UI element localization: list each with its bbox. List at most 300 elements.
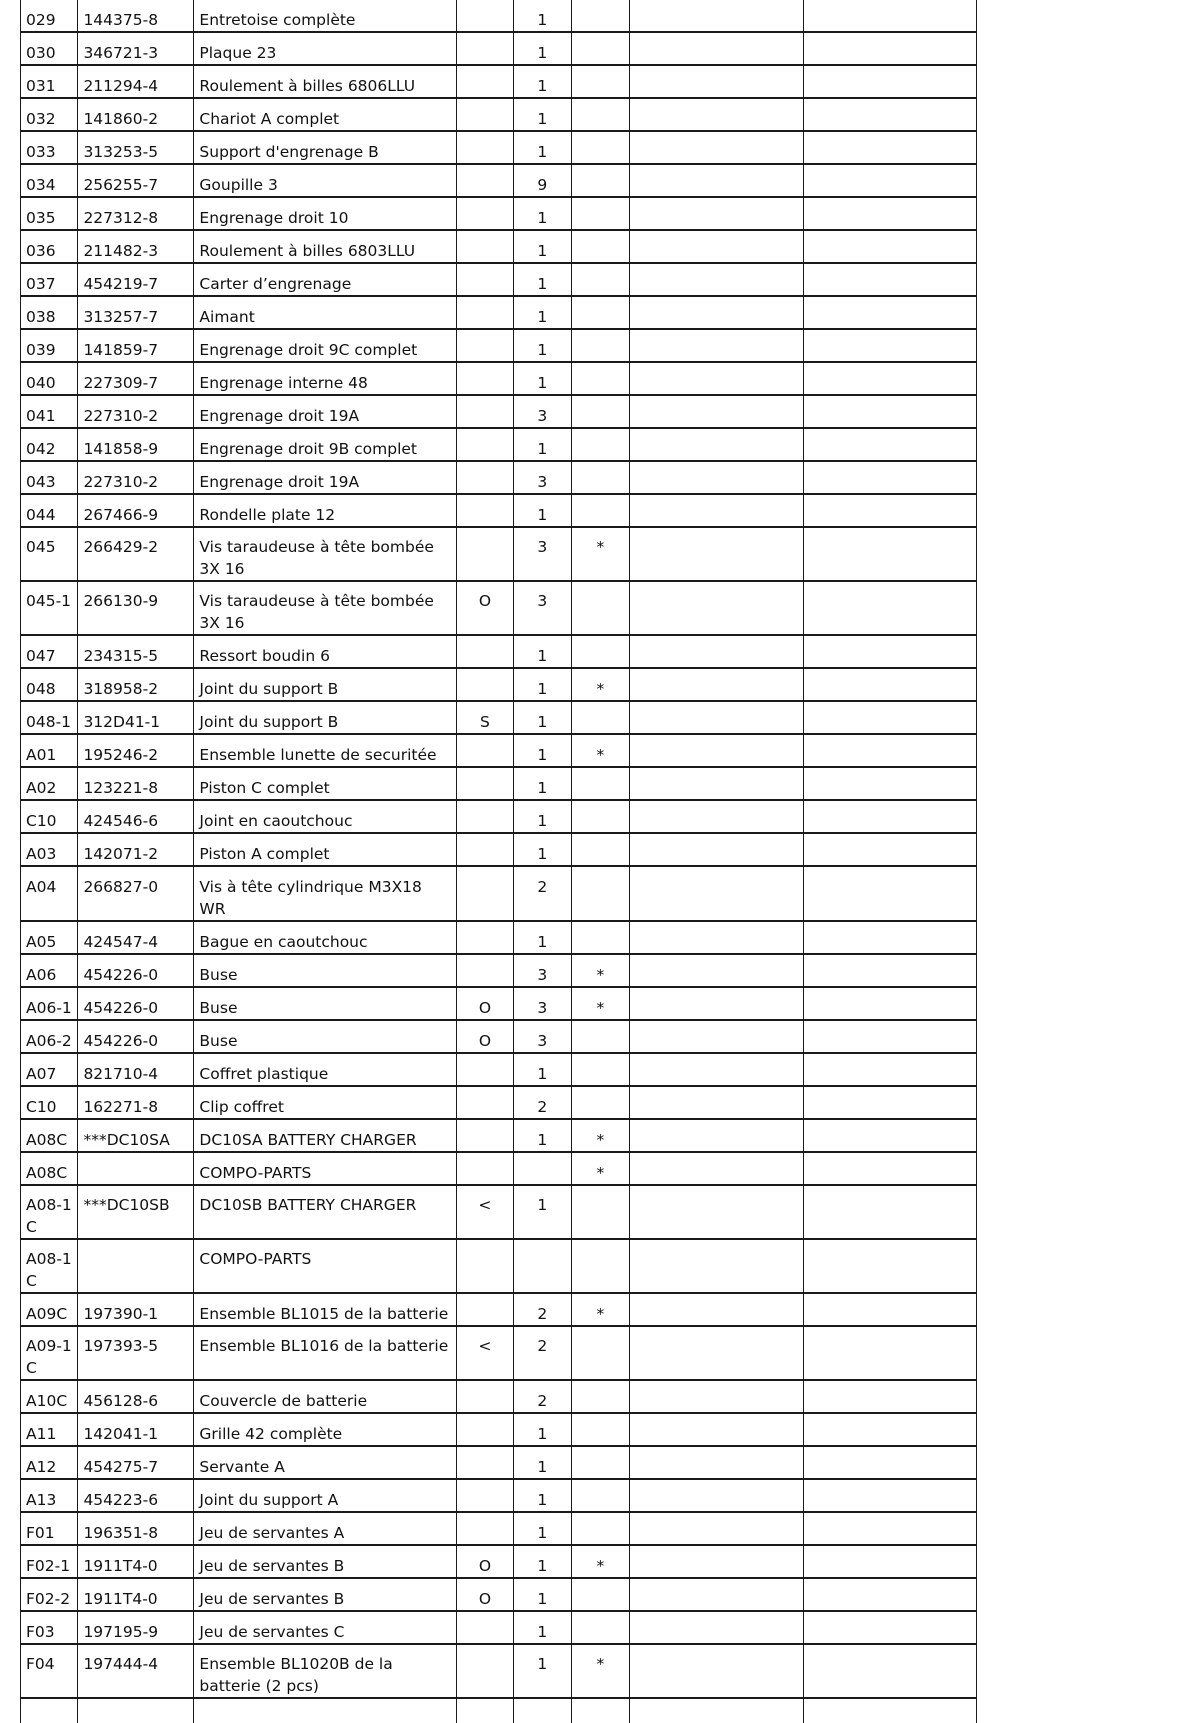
blank-cell-1 [630,1545,803,1578]
description-cell: Aimant [194,296,456,329]
note-mark-cell [456,197,513,230]
description-cell: Grille 42 complète [194,1413,456,1446]
star-mark-cell [571,1413,630,1446]
description-cell: Goupille 3 [194,164,456,197]
blank-cell-2 [803,527,976,581]
star-mark-cell [571,428,630,461]
table-row [21,362,977,395]
blank-cell-1 [630,1020,803,1053]
part-code-cell: 454219-7 [78,263,194,296]
note-mark-cell [456,1644,513,1698]
blank-cell-1 [630,1053,803,1086]
table-row [21,833,977,866]
note-mark-cell [456,131,513,164]
table-row [21,1611,977,1644]
description-cell: DC10SA BATTERY CHARGER [194,1119,456,1152]
description-cell: Ressort boudin 6 [194,635,456,668]
table-row [21,1152,977,1185]
table-row [21,1053,977,1086]
description-cell: Engrenage droit 9B complet [194,428,456,461]
blank-cell-2 [803,635,976,668]
blank-cell-1 [630,921,803,954]
blank-cell-1 [630,866,803,921]
description-cell: Vis taraudeuse à tête bombée 3X 16 [194,527,456,581]
star-mark-cell [571,1326,630,1380]
note-mark-cell [456,954,513,987]
description-cell: Jeu de servantes A [194,1512,456,1545]
description-cell: Clip coffret [194,1086,456,1119]
part-code-cell: 266827-0 [78,866,194,921]
blank-cell-1 [630,767,803,800]
star-mark-cell: * [571,987,630,1020]
item-number-cell: A04 [21,866,78,921]
item-number-cell: A06 [21,954,78,987]
item-number-cell: A12 [21,1446,78,1479]
item-number-cell: 036 [21,230,78,263]
table-row [21,1020,977,1053]
item-number-cell: 041 [21,395,78,428]
empty-cell [194,1698,456,1723]
star-mark-cell [571,921,630,954]
blank-cell-1 [630,1119,803,1152]
blank-cell-2 [803,1446,976,1479]
note-mark-cell [456,0,513,32]
blank-cell-1 [630,1446,803,1479]
item-number-cell: 043 [21,461,78,494]
blank-cell-1 [630,230,803,263]
blank-cell-2 [803,1413,976,1446]
blank-cell-1 [630,1185,803,1239]
table-row [21,1326,977,1380]
star-mark-cell: * [571,954,630,987]
item-number-cell: A13 [21,1479,78,1512]
description-cell: Buse [194,987,456,1020]
note-mark-cell [456,866,513,921]
table-row [21,866,977,921]
blank-cell-1 [630,734,803,767]
quantity-cell: 2 [514,1380,571,1413]
blank-cell-2 [803,701,976,734]
item-number-cell: 048-1 [21,701,78,734]
part-code-cell: 456128-6 [78,1380,194,1413]
blank-cell-2 [803,263,976,296]
blank-cell-1 [630,296,803,329]
note-mark-cell [456,1293,513,1326]
star-mark-cell [571,1578,630,1611]
part-code-cell: 211482-3 [78,230,194,263]
blank-cell-2 [803,1185,976,1239]
quantity-cell: 1 [514,1644,571,1698]
item-number-cell: 048 [21,668,78,701]
table-row [21,1644,977,1698]
quantity-cell: 1 [514,767,571,800]
description-cell: Joint en caoutchouc [194,800,456,833]
note-mark-cell: < [456,1185,513,1239]
empty-cell [514,1698,571,1723]
blank-cell-2 [803,921,976,954]
quantity-cell: 1 [514,1446,571,1479]
item-number-cell: 035 [21,197,78,230]
item-number-cell: F01 [21,1512,78,1545]
blank-cell-2 [803,164,976,197]
blank-cell-2 [803,0,976,32]
blank-cell-2 [803,1326,976,1380]
item-number-cell: 037 [21,263,78,296]
quantity-cell: 1 [514,800,571,833]
part-code-cell: 141859-7 [78,329,194,362]
description-cell: Joint du support B [194,701,456,734]
blank-cell-2 [803,1578,976,1611]
note-mark-cell [456,32,513,65]
description-cell: Ensemble lunette de securitée [194,734,456,767]
parts-table-body [21,0,977,1723]
blank-cell-2 [803,1152,976,1185]
blank-cell-2 [803,362,976,395]
quantity-cell: 1 [514,1545,571,1578]
parts-table [20,0,977,1723]
item-number-cell: A06-2 [21,1020,78,1053]
description-cell: Joint du support B [194,668,456,701]
star-mark-cell [571,767,630,800]
quantity-cell: 3 [514,954,571,987]
table-row [21,296,977,329]
description-cell: Bague en caoutchouc [194,921,456,954]
table-row [21,1185,977,1239]
blank-cell-2 [803,1479,976,1512]
blank-cell-1 [630,428,803,461]
quantity-cell: 1 [514,329,571,362]
item-number-cell: A02 [21,767,78,800]
blank-cell-2 [803,98,976,131]
description-cell: Piston A complet [194,833,456,866]
part-code-cell: 266429-2 [78,527,194,581]
quantity-cell: 3 [514,1020,571,1053]
star-mark-cell [571,296,630,329]
description-cell: Jeu de servantes B [194,1545,456,1578]
table-row [21,131,977,164]
part-code-cell: 424546-6 [78,800,194,833]
part-code-cell: ***DC10SB [78,1185,194,1239]
star-mark-cell [571,581,630,635]
quantity-cell: 1 [514,197,571,230]
quantity-cell: 3 [514,581,571,635]
star-mark-cell [571,701,630,734]
table-row [21,395,977,428]
part-code-cell: 227310-2 [78,395,194,428]
blank-cell-2 [803,461,976,494]
note-mark-cell [456,461,513,494]
part-code-cell: 142041-1 [78,1413,194,1446]
item-number-cell: 042 [21,428,78,461]
blank-cell-2 [803,1512,976,1545]
item-number-cell: A10C [21,1380,78,1413]
blank-cell-1 [630,635,803,668]
blank-cell-2 [803,1020,976,1053]
quantity-cell: 1 [514,98,571,131]
quantity-cell [514,1152,571,1185]
note-mark-cell [456,296,513,329]
star-mark-cell: * [571,1152,630,1185]
description-cell: Carter d’engrenage [194,263,456,296]
quantity-cell: 2 [514,866,571,921]
note-mark-cell [456,164,513,197]
table-row [21,0,977,32]
blank-cell-1 [630,1413,803,1446]
blank-cell-1 [630,461,803,494]
table-row [21,921,977,954]
star-mark-cell [571,98,630,131]
table-row [21,164,977,197]
part-code-cell: 267466-9 [78,494,194,527]
table-row [21,32,977,65]
blank-cell-2 [803,329,976,362]
table-row [21,494,977,527]
star-mark-cell [571,197,630,230]
part-code-cell: 1911T4-0 [78,1545,194,1578]
table-row [21,701,977,734]
star-mark-cell [571,1053,630,1086]
table-row [21,581,977,635]
blank-cell-2 [803,230,976,263]
quantity-cell: 3 [514,395,571,428]
part-code-cell: 197390-1 [78,1293,194,1326]
blank-cell-2 [803,581,976,635]
star-mark-cell [571,1086,630,1119]
item-number-cell: 039 [21,329,78,362]
part-code-cell: 1911T4-0 [78,1578,194,1611]
blank-cell-1 [630,197,803,230]
item-number-cell: A08-1 C [21,1239,78,1293]
table-row [21,263,977,296]
blank-cell-2 [803,800,976,833]
part-code-cell: 454226-0 [78,954,194,987]
description-cell: COMPO-PARTS [194,1239,456,1293]
description-cell: Buse [194,954,456,987]
star-mark-cell: * [571,734,630,767]
blank-cell-2 [803,395,976,428]
part-code-cell: 162271-8 [78,1086,194,1119]
note-mark-cell [456,734,513,767]
table-row [21,1446,977,1479]
note-mark-cell [456,1086,513,1119]
part-code-cell: 196351-8 [78,1512,194,1545]
star-mark-cell [571,164,630,197]
note-mark-cell [456,921,513,954]
quantity-cell: 1 [514,0,571,32]
item-number-cell: A07 [21,1053,78,1086]
description-cell: Ensemble BL1016 de la batterie [194,1326,456,1380]
item-number-cell: A09C [21,1293,78,1326]
star-mark-cell [571,362,630,395]
quantity-cell: 3 [514,527,571,581]
star-mark-cell [571,866,630,921]
item-number-cell: F02-1 [21,1545,78,1578]
description-cell: Jeu de servantes C [194,1611,456,1644]
quantity-cell: 1 [514,362,571,395]
quantity-cell: 1 [514,65,571,98]
quantity-cell: 9 [514,164,571,197]
description-cell: Engrenage droit 19A [194,395,456,428]
note-mark-cell [456,800,513,833]
part-code-cell: 197195-9 [78,1611,194,1644]
note-mark-cell [456,329,513,362]
note-mark-cell: O [456,1545,513,1578]
quantity-cell: 1 [514,131,571,164]
star-mark-cell [571,395,630,428]
description-cell: Chariot A complet [194,98,456,131]
part-code-cell: 227312-8 [78,197,194,230]
note-mark-cell [456,494,513,527]
table-row [21,987,977,1020]
item-number-cell: F04 [21,1644,78,1698]
description-cell: DC10SB BATTERY CHARGER [194,1185,456,1239]
description-cell: Servante A [194,1446,456,1479]
quantity-cell [514,1239,571,1293]
note-mark-cell [456,1152,513,1185]
table-row [21,1239,977,1293]
part-code-cell: 313253-5 [78,131,194,164]
quantity-cell: 1 [514,921,571,954]
part-code-cell: 424547-4 [78,921,194,954]
star-mark-cell [571,1185,630,1239]
part-code-cell: 141858-9 [78,428,194,461]
note-mark-cell [456,1611,513,1644]
star-mark-cell: * [571,668,630,701]
item-number-cell: A08C [21,1119,78,1152]
quantity-cell: 2 [514,1086,571,1119]
star-mark-cell [571,329,630,362]
part-code-cell: 211294-4 [78,65,194,98]
part-code-cell: 197444-4 [78,1644,194,1698]
blank-cell-1 [630,954,803,987]
note-mark-cell: S [456,701,513,734]
table-row [21,461,977,494]
quantity-cell: 3 [514,461,571,494]
blank-cell-1 [630,1512,803,1545]
blank-cell-1 [630,1086,803,1119]
blank-cell-2 [803,197,976,230]
blank-cell-1 [630,32,803,65]
blank-cell-2 [803,767,976,800]
note-mark-cell [456,1380,513,1413]
star-mark-cell [571,1611,630,1644]
description-cell: Entretoise complète [194,0,456,32]
blank-cell-1 [630,701,803,734]
blank-cell-2 [803,1611,976,1644]
quantity-cell: 1 [514,1611,571,1644]
table-row [21,230,977,263]
item-number-cell: 032 [21,98,78,131]
star-mark-cell [571,461,630,494]
part-code-cell: 454223-6 [78,1479,194,1512]
item-number-cell: C10 [21,800,78,833]
star-mark-cell [571,1446,630,1479]
quantity-cell: 1 [514,701,571,734]
note-mark-cell [456,1446,513,1479]
star-mark-cell [571,263,630,296]
note-mark-cell [456,428,513,461]
blank-cell-1 [630,1611,803,1644]
quantity-cell: 1 [514,230,571,263]
description-cell: Coffret plastique [194,1053,456,1086]
star-mark-cell [571,1239,630,1293]
empty-cell [630,1698,803,1723]
blank-cell-1 [630,0,803,32]
blank-cell-2 [803,1053,976,1086]
description-cell: Roulement à billes 6806LLU [194,65,456,98]
blank-cell-2 [803,1380,976,1413]
part-code-cell: 234315-5 [78,635,194,668]
table-row [21,527,977,581]
part-code-cell: 227310-2 [78,461,194,494]
blank-cell-1 [630,1326,803,1380]
blank-cell-1 [630,263,803,296]
part-code-cell: 141860-2 [78,98,194,131]
table-row [21,65,977,98]
note-mark-cell: O [456,1020,513,1053]
table-row [21,329,977,362]
quantity-cell: 1 [514,1413,571,1446]
part-code-cell: 197393-5 [78,1326,194,1380]
quantity-cell: 1 [514,1578,571,1611]
empty-cell [456,1698,513,1723]
description-cell: Buse [194,1020,456,1053]
quantity-cell: 1 [514,1479,571,1512]
blank-cell-2 [803,734,976,767]
table-row [21,1413,977,1446]
table-row [21,98,977,131]
star-mark-cell [571,1380,630,1413]
note-mark-cell [456,833,513,866]
item-number-cell: 030 [21,32,78,65]
part-code-cell: 123221-8 [78,767,194,800]
blank-cell-1 [630,329,803,362]
part-code-cell: 142071-2 [78,833,194,866]
item-number-cell: 034 [21,164,78,197]
description-cell: Rondelle plate 12 [194,494,456,527]
note-mark-cell [456,1479,513,1512]
table-row [21,1119,977,1152]
star-mark-cell [571,32,630,65]
empty-cell [571,1698,630,1723]
blank-cell-1 [630,362,803,395]
blank-cell-2 [803,1119,976,1152]
item-number-cell: A09-1 C [21,1326,78,1380]
blank-cell-1 [630,1293,803,1326]
star-mark-cell [571,833,630,866]
item-number-cell: A11 [21,1413,78,1446]
item-number-cell: A06-1 [21,987,78,1020]
table-row [21,954,977,987]
description-cell: Vis taraudeuse à tête bombée 3X 16 [194,581,456,635]
part-code-cell: ***DC10SA [78,1119,194,1152]
star-mark-cell: * [571,527,630,581]
table-row [21,734,977,767]
item-number-cell: A05 [21,921,78,954]
note-mark-cell [456,527,513,581]
item-number-cell: F03 [21,1611,78,1644]
table-row [21,1086,977,1119]
note-mark-cell [456,767,513,800]
table-row [21,1380,977,1413]
table-row [21,800,977,833]
blank-cell-1 [630,581,803,635]
table-row [21,1479,977,1512]
blank-cell-1 [630,668,803,701]
quantity-cell: 1 [514,1053,571,1086]
part-code-cell: 454226-0 [78,987,194,1020]
empty-cell [803,1698,976,1723]
